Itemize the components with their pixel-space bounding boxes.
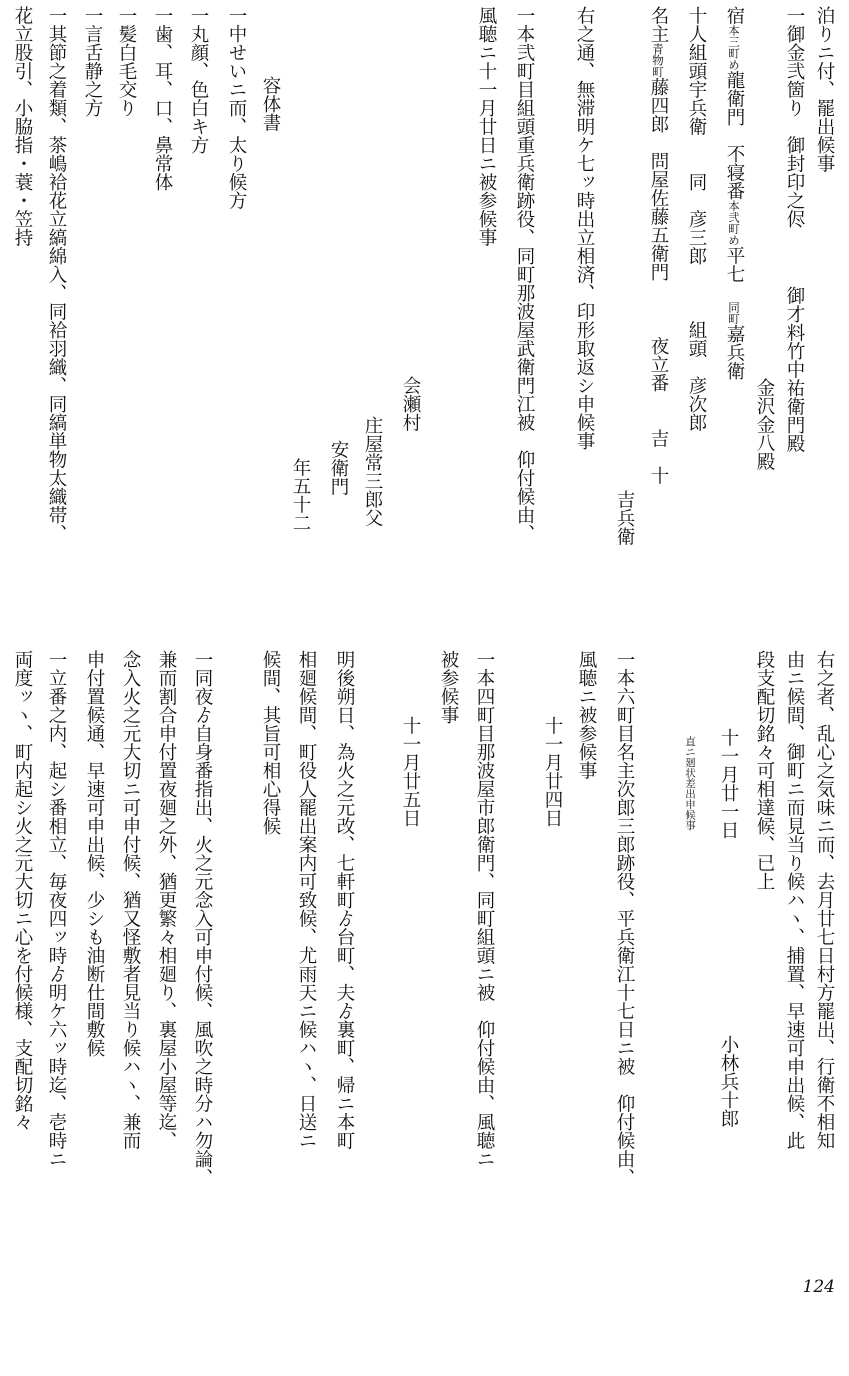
text-fragment: 宿 bbox=[724, 6, 745, 25]
text-column: 泊りニ付、罷出候事 bbox=[814, 6, 835, 173]
text-column: 会瀬村 bbox=[400, 376, 421, 432]
text-column: 直ニ廻状差出申候事 bbox=[684, 736, 696, 831]
text-column: 念入火之元大切ニ可申付候、猶又怪敷者見当り候ハヽ、兼而 bbox=[120, 650, 141, 1150]
text-column: 候間、其旨可相心得候 bbox=[260, 650, 281, 835]
text-column: 一本四町目那波屋市郎衛門、同町組頭ニ被 仰付候由、風聴ニ bbox=[474, 650, 495, 1168]
text-column bbox=[712, 728, 744, 1368]
text-fragment: 青物町 bbox=[651, 43, 665, 78]
text-column: 花立股引、小脇指・蓑・笠持 bbox=[12, 6, 33, 247]
text-column: 一言舌静之方 bbox=[82, 6, 103, 117]
text-column: 一中せいニ而、太り候方 bbox=[226, 6, 247, 210]
text-column: 十一月廿五日 bbox=[400, 716, 421, 827]
text-column: 段支配切銘々可相達候、已上 bbox=[754, 650, 775, 891]
text-fragment: 同町 bbox=[727, 301, 741, 325]
text-column: 相廻候間、町役人罷出案内可致候、尤雨天ニ候ハヽ、日送ニ bbox=[296, 650, 317, 1150]
text-column: 一歯、耳、口、鼻常体 bbox=[152, 6, 173, 191]
text-fragment: 龍衛門 bbox=[724, 70, 745, 126]
text-column bbox=[718, 6, 750, 626]
text-fragment: 藤四郎 bbox=[648, 77, 669, 133]
text-column: 被参候事 bbox=[438, 650, 459, 724]
text-column: 風聴ニ十一月廿日ニ被参候事 bbox=[476, 6, 497, 247]
text-column: 年五十二 bbox=[290, 458, 311, 532]
text-column: 風聴ニ被参候事 bbox=[576, 650, 597, 780]
text-column: 庄屋常三郎父 bbox=[362, 416, 383, 527]
text-fragment: 御才料竹中祐衛門殿 bbox=[784, 286, 805, 453]
text-fragment bbox=[724, 283, 745, 302]
text-column bbox=[642, 6, 674, 626]
text-fragment: 嘉兵衛 bbox=[724, 324, 745, 380]
text-column: 由ニ候間、御町ニ而見当り候ハヽ、捕置、早速可申出候、此 bbox=[784, 650, 805, 1150]
text-column: 兼而割合申付置夜廻之外、猶更繁々相廻り、裏屋小屋等迄、 bbox=[156, 650, 177, 1150]
text-column: 一同夜ゟ自身番指出、火之元念入可申付候、風吹之時分ハ勿論、 bbox=[192, 650, 213, 1187]
text-column bbox=[778, 6, 810, 626]
date-line: 十一月廿一日 bbox=[718, 728, 739, 839]
page-number: 124 bbox=[802, 1277, 835, 1297]
text-column: 一立番之内、起シ番相立、毎夜四ッ時ゟ明ケ六ッ時迄、壱時ニ bbox=[46, 650, 67, 1168]
text-column: 一丸顔、色白キ方 bbox=[188, 6, 209, 154]
text-column: 十人組頭宇兵衛 同 彦三郎 組頭 彦次郎 bbox=[686, 6, 707, 432]
text-column: 安衛門 bbox=[328, 440, 349, 496]
text-column: 明後朔日、為火之元改、七軒町ゟ台町、夫ゟ裏町、帰ニ本町 bbox=[334, 650, 355, 1150]
text-fragment: 本三町め bbox=[727, 24, 741, 71]
text-fragment: 名主 bbox=[648, 6, 669, 43]
text-column: 一髪白毛交り bbox=[116, 6, 137, 117]
text-column: 吉兵衛 bbox=[614, 490, 635, 546]
text-fragment: 平七 bbox=[724, 246, 745, 283]
text-column: 十一月廿四日 bbox=[542, 716, 563, 827]
text-column: 容体書 bbox=[260, 76, 281, 132]
text-column: 一本弐町目組頭重兵衛跡役、同町那波屋武衛門江被 仰付候由、 bbox=[514, 6, 535, 543]
text-fragment: 本弐町め bbox=[727, 200, 741, 246]
text-column: 右之者、乱心之気味ニ而、去月廿七日村方罷出、行衛不相知 bbox=[814, 650, 835, 1150]
text-fragment: 問屋佐藤五衛門 夜立番 吉 十 bbox=[648, 133, 669, 485]
text-column: 右之通、無滞明ケ七ッ時出立相済、印形取返シ申候事 bbox=[574, 6, 595, 450]
text-column: 両度ッヽ、町内起シ火之元大切ニ心を付候様、支配切銘々 bbox=[12, 650, 33, 1131]
text-column: 申付置候通、早速可申出候、少シも油断仕間敷候 bbox=[84, 650, 105, 1057]
text-column: 一本六町目名主次郎三郎跡役、平兵衛江十七日ニ被 仰付候由、 bbox=[614, 650, 635, 1187]
text-fragment: 一御金弐箇り 御封印之侭 bbox=[784, 6, 805, 228]
signature-name: 小林兵十郎 bbox=[718, 1035, 739, 1128]
text-column: 一其節之着類、茶嶋袷花立縞綿入、同袷羽織、同縞単物太織帯、 bbox=[46, 6, 67, 543]
text-fragment: 不寝番 bbox=[724, 126, 745, 200]
text-column: 金沢金八殿 bbox=[754, 378, 775, 471]
